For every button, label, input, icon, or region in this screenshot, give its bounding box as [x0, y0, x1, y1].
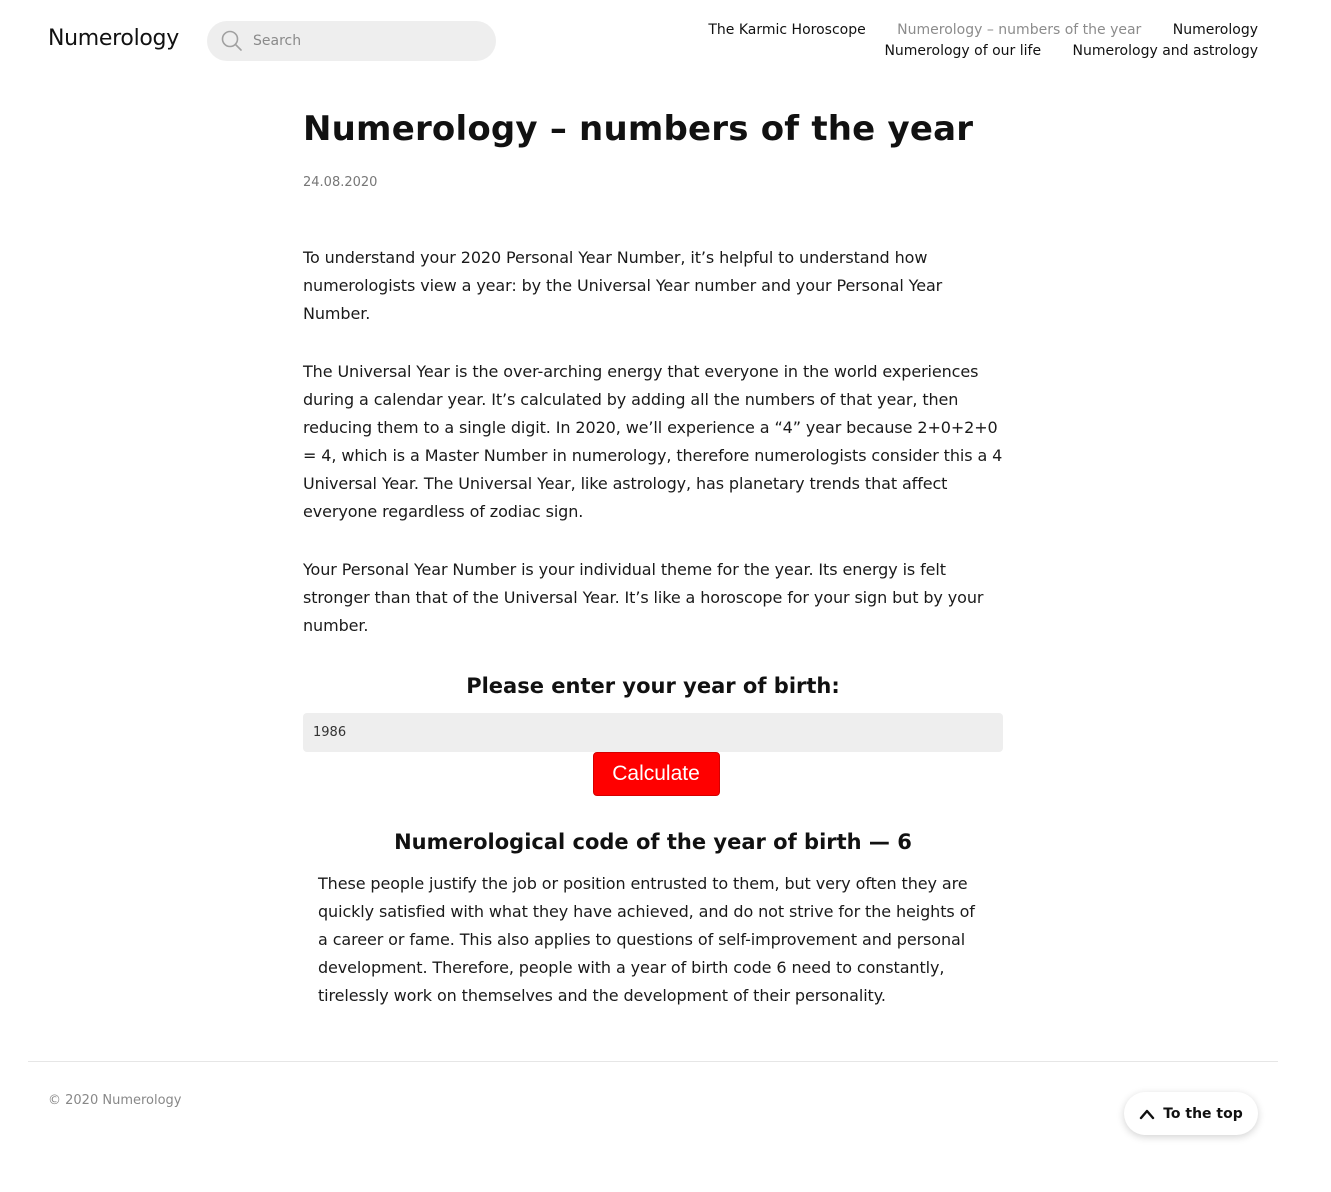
- birth-year-input[interactable]: [303, 713, 1003, 752]
- calculate-button[interactable]: Calculate: [593, 752, 720, 796]
- page-title: Numerology – numbers of the year: [303, 109, 974, 149]
- article-paragraph: To understand your 2020 Personal Year Number, it’s helpful to understand how numerologists view a year: by the Universal Year number and your Personal Year Number.: [303, 248, 943, 323]
- to-top-label: To the top: [1163, 1105, 1243, 1122]
- search-box[interactable]: [207, 21, 496, 61]
- article-paragraph: Your Personal Year Number is your individual theme for the year. Its energy is felt stronger than that of the Universal Year. It’s like a horoscope for your sign but by your number.: [303, 560, 984, 635]
- nav-item-numerology-and-astrology[interactable]: Numerology and astrology: [1072, 43, 1258, 59]
- post-date: 24.08.2020: [303, 175, 378, 190]
- main-nav: [681, 20, 1258, 62]
- result-heading: Numerological code of the year of birth — 6: [394, 830, 912, 854]
- nav-item-numerology-of-our-life[interactable]: Numerology of our life: [884, 43, 1042, 59]
- site-logo[interactable]: Numerology: [48, 26, 179, 51]
- search-icon: [221, 30, 243, 52]
- nav-row-2: [681, 41, 1258, 62]
- nav-item-karmic-horoscope[interactable]: The Karmic Horoscope: [708, 22, 866, 38]
- article-paragraph: The Universal Year is the over-arching energy that everyone in the world experiences during a calendar year. It’s calculated by adding all the numbers of that year, then reducing them to a single digit. In 2020, we’ll experience a “4” year because 2+0+2+0 = 4, which is a Master Number in numerology, therefore numerologists consider this a 4 Universal Year. The Universal Year, like astrology, has planetary trends that affect everyone regardless of zodiac sign.: [303, 362, 1003, 521]
- chevron-up-icon: [1139, 1108, 1155, 1120]
- nav-item-numerology[interactable]: Numerology: [1172, 22, 1258, 38]
- copyright: © 2020 Numerology: [48, 1093, 182, 1108]
- calculator-heading: Please enter your year of birth:: [466, 674, 840, 698]
- to-top-button[interactable]: [1124, 1092, 1258, 1135]
- nav-item-numbers-of-the-year[interactable]: Numerology – numbers of the year: [897, 22, 1142, 38]
- calculate-button-wrap: [303, 752, 1003, 796]
- nav-row-1: [681, 20, 1258, 41]
- search-input[interactable]: [251, 32, 485, 50]
- article-body: [303, 244, 1003, 640]
- result-text: These people justify the job or position entrusted to them, but very often they are quickly satisfied with what they have achieved, and do not strive for the heights of a career or fame. This also applies to questions of self-improvement and personal development. Therefore, people with a year of birth code 6 need to constantly, tirelessly work on themselves and the development of their personality.: [318, 874, 975, 1005]
- main-content: [303, 108, 1003, 1010]
- footer-divider: [28, 1061, 1278, 1062]
